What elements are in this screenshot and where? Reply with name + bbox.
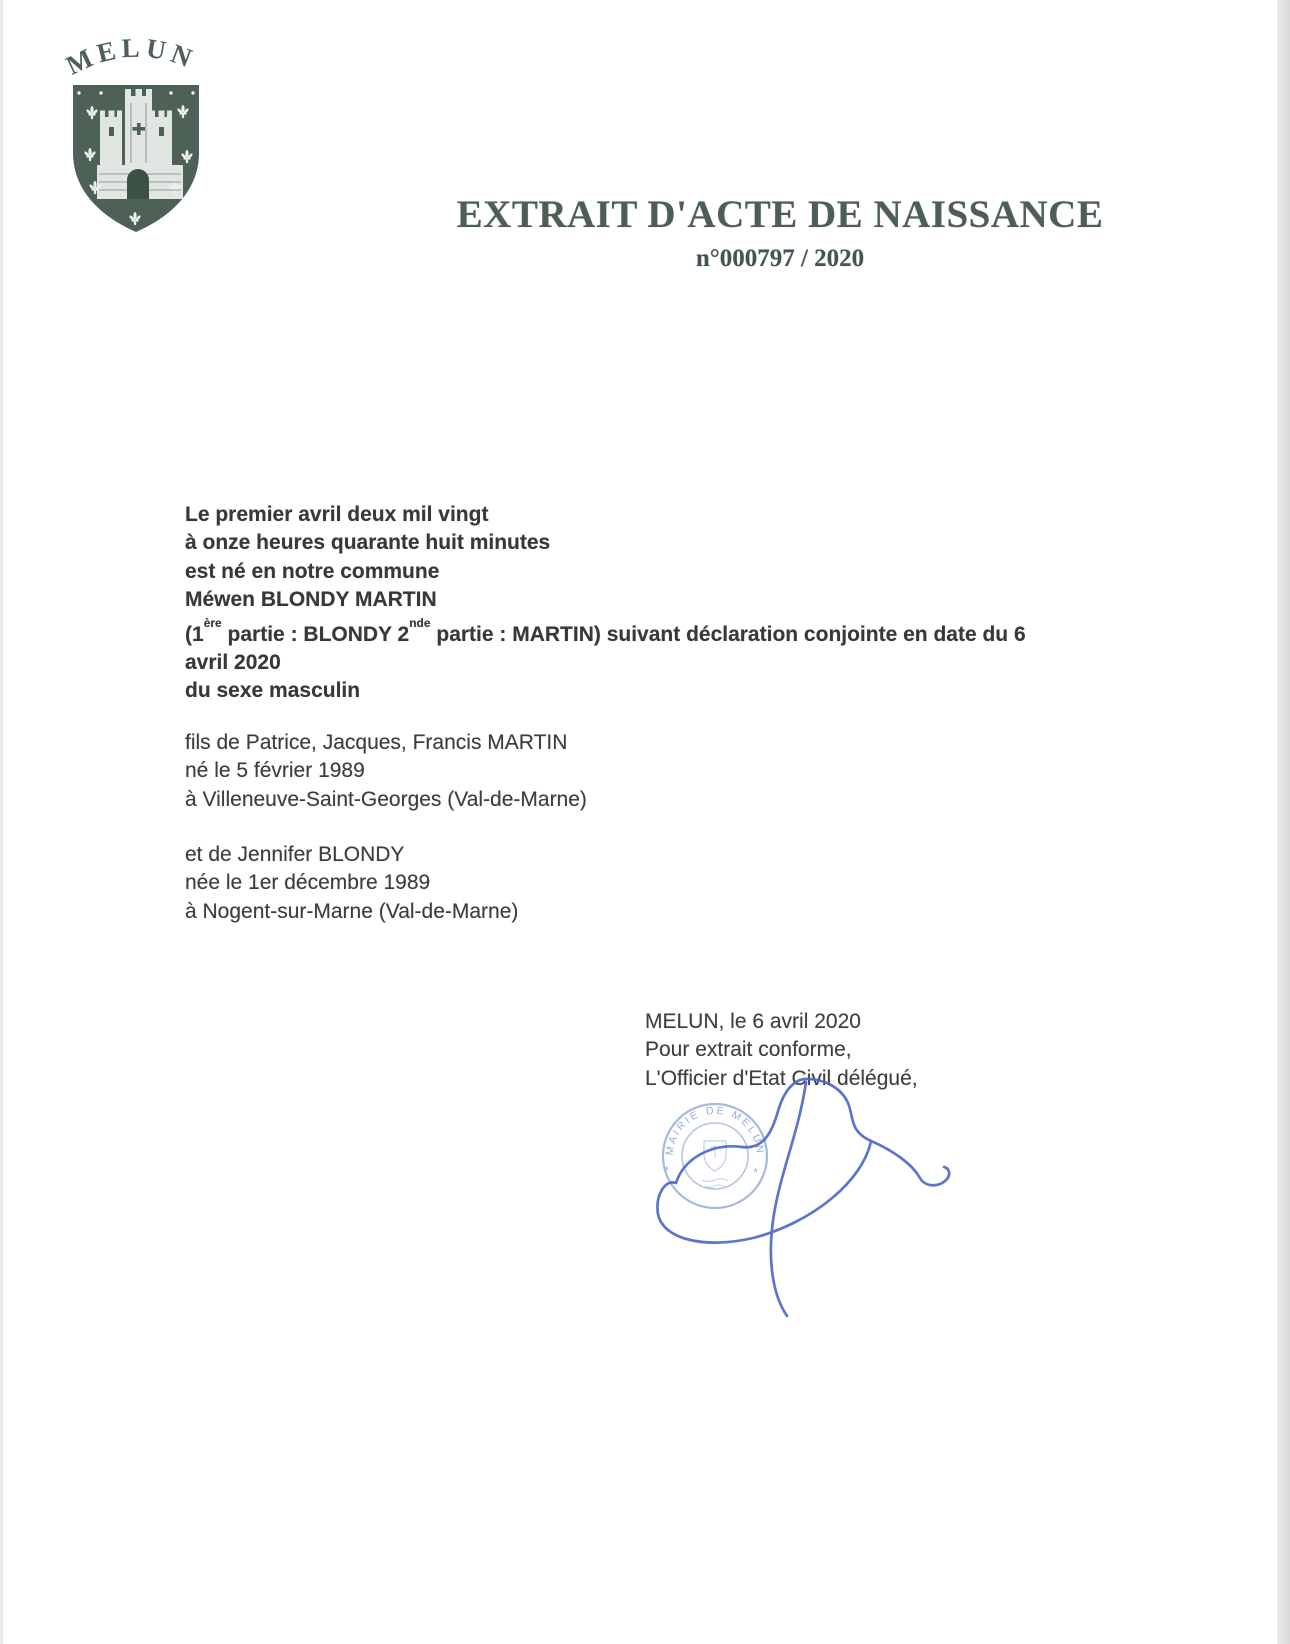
city-name-text: MELUN [62,32,201,81]
birth-commune-line: est né en notre commune [185,559,440,583]
child-name-line: Méwen BLONDY MARTIN [185,588,437,612]
birth-date-line: Le premier avril deux mil vingt [185,503,489,526]
name-part: partie : MARTIN) suivant déclaration conjointe en date du 6 [430,622,1026,646]
stamp-star-right: * [753,1165,759,1180]
name-part-sup: ère [203,616,222,631]
father-birthplace-line: à Villeneuve-Saint-Georges (Val-de-Marne) [185,787,587,811]
melun-coat-of-arms [62,30,210,242]
shield [73,85,199,232]
mother-details [185,841,518,926]
certification-conform: Pour extrait conforme, [645,1038,852,1062]
document-number: n°000797 / 2020 [695,245,865,272]
scan-edge-right [1277,0,1290,1644]
castle-gate [127,169,149,199]
document-title: EXTRAIT D'ACTE DE NAISSANCE [456,193,1104,236]
father-birthdate-line: né le 5 février 1989 [185,759,365,783]
father-name-line: fils de Patrice, Jacques, Francis MARTIN [185,731,568,754]
mairie-stamp [663,1104,767,1208]
name-part: partie : BLONDY 2 [221,622,410,646]
scan-edge-left [0,0,3,1644]
name-parts-wrap-line: avril 2020 [185,651,281,675]
sex-line: du sexe masculin [185,679,361,703]
coat-of-arms-svg [62,30,210,242]
name-part: (1 [185,622,204,646]
certification-officer: L'Officier d'Etat Civil délégué, [645,1066,918,1090]
signature-stroke-loop [657,1141,871,1243]
father-details [185,729,587,814]
mother-birthdate-line: née le 1er décembre 1989 [185,871,431,895]
name-part-sup: nde [409,616,431,631]
city-name-arc [62,32,201,80]
stamp-ring-textpath: MAIRIE DE MELUN [663,1104,767,1157]
stamp-and-signature [580,1040,1010,1350]
birth-time-line: à onze heures quarante huit minutes [185,531,551,555]
mother-birthplace-line: à Nogent-sur-Marne (Val-de-Marne) [185,899,519,923]
name-parts-line [185,615,1026,649]
birth-statement [185,501,1026,706]
mother-name-line: et de Jennifer BLONDY [185,843,405,866]
stamp-star-left: * [664,1163,670,1178]
certification-place-date: MELUN, le 6 avril 2020 [645,1010,861,1033]
